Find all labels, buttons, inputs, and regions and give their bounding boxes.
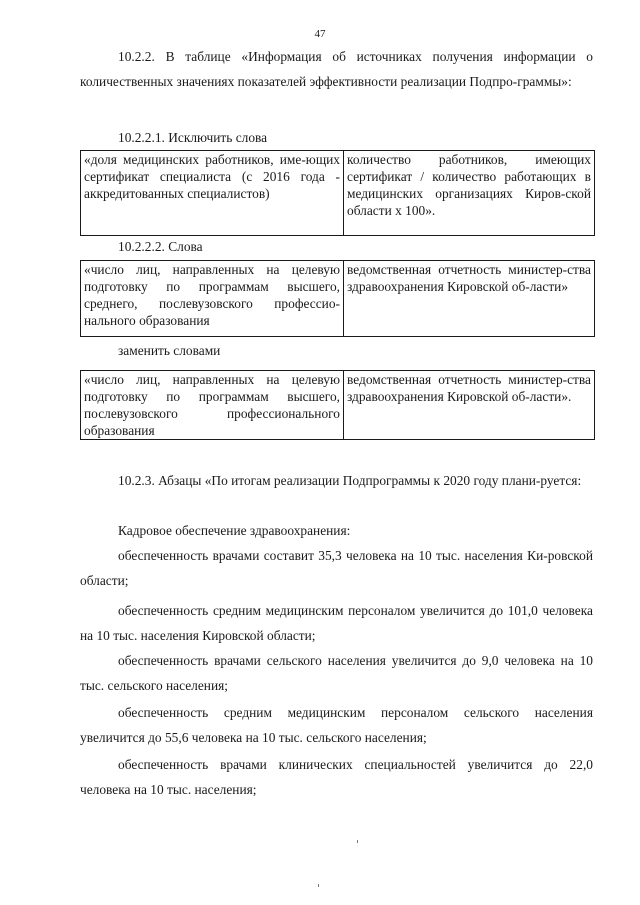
table-cell-left: «число лиц, направленных на целевую подготовку по программам высшего, послевузовского профессионального образования [81, 371, 344, 440]
table-cell-left: «число лиц, направленных на целевую подготовку по программам высшего, среднего, послевузовского профессио-нального образования [81, 261, 344, 337]
table-original-words [80, 260, 595, 337]
table-cell-left: «доля медицинских работников, име-ющих сертификат специалиста (с 2016 года - аккредитованных специалистов) [81, 151, 344, 236]
scan-artifact [357, 840, 358, 843]
table-row [81, 371, 595, 440]
table-row [81, 261, 595, 337]
paragraph-rural-nurses: обеспеченность средним медицинским персоналом сельского населения увеличится до 55,6 человека на 10 тыс. сельского населения; [80, 705, 593, 745]
table-row [81, 151, 595, 236]
paragraph-rural-doctors: обеспеченность врачами сельского населения увеличится до 9,0 человека на 10 тыс. сельского населения; [80, 653, 593, 693]
table-cell-right: количество работников, имеющих сертификат / количество работающих в медицинских организациях Киров-ской области х 100». [344, 151, 595, 236]
paragraph-10-2-3: 10.2.3. Абзацы «По итогам реализации Подпрограммы к 2020 году плани-руется: [118, 473, 582, 488]
paragraph-10-2-2: 10.2.2. В таблице «Информация об источниках получения информации о количественных значениях показателей эффективности реализации Подпро-граммы»: [80, 49, 593, 89]
scan-artifact [318, 884, 319, 887]
paragraph-doctors-provision: обеспеченность врачами составит 35,3 человека на 10 тыс. населения Ки-ровской области; [80, 548, 593, 588]
table-replacement-words [80, 370, 595, 440]
paragraph-10-2-2-2: 10.2.2.2. Слова [118, 239, 203, 254]
paragraph-replace-with: заменить словами [118, 343, 221, 358]
paragraph-10-2-2-1: 10.2.2.1. Исключить слова [118, 130, 268, 145]
table-excluded-words [80, 150, 595, 236]
table-cell-right: ведомственная отчетность министер-ства здравоохранения Кировской об-ласти» [344, 261, 595, 337]
table-cell-right: ведомственная отчетность министер-ства здравоохранения Кировской об-ласти». [344, 371, 595, 440]
paragraph-staffing: Кадровое обеспечение здравоохранения: [118, 523, 351, 538]
page-number: 47 [314, 28, 326, 40]
paragraph-clinical-specialists: обеспеченность врачами клинических специальностей увеличится до 22,0 человека на 10 тыс. населения; [80, 757, 593, 797]
paragraph-nurses-provision: обеспеченность средним медицинским персоналом увеличится до 101,0 человека на 10 тыс. населения Кировской области; [80, 603, 593, 643]
